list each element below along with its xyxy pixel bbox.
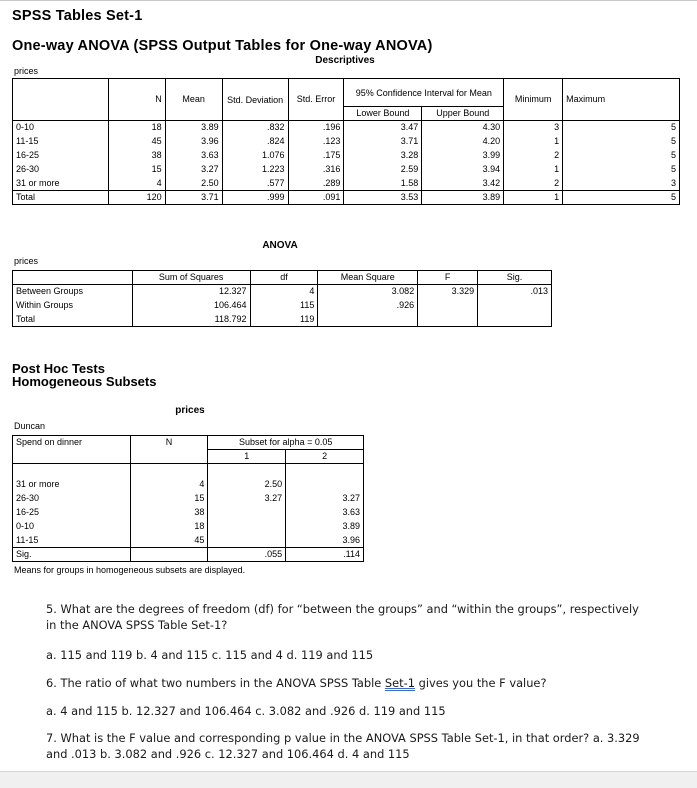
post-hoc-cell-group: 16-25 bbox=[13, 506, 131, 520]
anova-caption: ANOVA bbox=[262, 240, 298, 251]
descriptives-cell-sd: 1.223 bbox=[222, 163, 288, 177]
post-hoc-cell-s2: 3.63 bbox=[286, 506, 364, 520]
descriptives-row bbox=[13, 191, 680, 205]
anova-header-f: F bbox=[418, 271, 478, 285]
descriptives-row bbox=[13, 149, 680, 163]
anova-var-label: prices bbox=[14, 256, 39, 266]
anova-cell-source: Between Groups bbox=[13, 285, 133, 299]
descriptives-row bbox=[13, 163, 680, 177]
descriptives-cell-sd: .824 bbox=[222, 135, 288, 149]
col-header-max: Maximum bbox=[563, 79, 680, 121]
anova-header-ss: Sum of Squares bbox=[132, 271, 250, 285]
page-title: SPSS Tables Set-1 bbox=[12, 8, 143, 24]
anova-cell-ms: 3.082 bbox=[318, 285, 418, 299]
descriptives-cell-min: 1 bbox=[504, 163, 563, 177]
descriptives-cell-min: 3 bbox=[504, 121, 563, 135]
question-6 bbox=[46, 675, 646, 691]
ph-sig-s1: .055 bbox=[208, 548, 286, 562]
post-hoc-cell-s1 bbox=[208, 506, 286, 520]
post-hoc-cell-s1: 2.50 bbox=[208, 478, 286, 492]
post-hoc-cell-n: 15 bbox=[130, 492, 208, 506]
descriptives-cell-lower: 1.58 bbox=[344, 177, 422, 191]
ph-sig-s2: .114 bbox=[286, 548, 364, 562]
anova-cell-ms: .926 bbox=[318, 299, 418, 313]
col-header-min: Minimum bbox=[504, 79, 563, 121]
descriptives-cell-n: 45 bbox=[108, 135, 165, 149]
col-header-std-dev: Std. Deviation bbox=[222, 79, 288, 121]
descriptives-cell-group: 26-30 bbox=[13, 163, 109, 177]
descriptives-row bbox=[13, 135, 680, 149]
post-hoc-cell-n: 4 bbox=[130, 478, 208, 492]
descriptives-cell-max: 5 bbox=[563, 149, 680, 163]
post-hoc-cell-s2: 3.96 bbox=[286, 534, 364, 548]
question-6-text-b: gives you the F value? bbox=[414, 676, 547, 690]
question-6-options: a. 4 and 115 b. 12.327 and 106.464 c. 3.082 and .926 d. 119 and 115 bbox=[46, 704, 446, 718]
descriptives-cell-se: .289 bbox=[288, 177, 344, 191]
question-6-text-a: 6. The ratio of what two numbers in the ANOVA SPSS Table bbox=[46, 676, 385, 690]
anova-cell-df: 115 bbox=[250, 299, 318, 313]
post-hoc-cell-n: 18 bbox=[130, 520, 208, 534]
anova-cell-f bbox=[418, 299, 478, 313]
anova-table bbox=[12, 270, 552, 327]
descriptives-cell-group: 11-15 bbox=[13, 135, 109, 149]
descriptives-row bbox=[13, 177, 680, 191]
post-hoc-cell-s2: 3.89 bbox=[286, 520, 364, 534]
homogeneous-subsets-heading: Homogeneous Subsets bbox=[12, 374, 157, 389]
descriptives-cell-lower: 3.28 bbox=[344, 149, 422, 163]
descriptives-row bbox=[13, 121, 680, 135]
descriptives-cell-upper: 3.94 bbox=[422, 163, 504, 177]
descriptives-cell-mean: 3.96 bbox=[165, 135, 222, 149]
descriptives-cell-min: 2 bbox=[504, 177, 563, 191]
descriptives-cell-upper: 3.42 bbox=[422, 177, 504, 191]
post-hoc-row bbox=[13, 506, 364, 520]
descriptives-table bbox=[12, 78, 680, 205]
post-hoc-cell-group: 26-30 bbox=[13, 492, 131, 506]
col-header-std-err: Std. Error bbox=[288, 79, 344, 121]
anova-cell-source: Within Groups bbox=[13, 299, 133, 313]
post-hoc-row bbox=[13, 534, 364, 548]
anova-cell-df: 4 bbox=[250, 285, 318, 299]
descriptives-cell-max: 3 bbox=[563, 177, 680, 191]
anova-cell-source: Total bbox=[13, 313, 133, 327]
anova-cell-sig: .013 bbox=[478, 285, 552, 299]
col-header-n: N bbox=[108, 79, 165, 121]
descriptives-cell-sd: .577 bbox=[222, 177, 288, 191]
anova-cell-ss: 12.327 bbox=[132, 285, 250, 299]
anova-cell-ms bbox=[318, 313, 418, 327]
post-hoc-cell-group: 11-15 bbox=[13, 534, 131, 548]
descriptives-cell-lower: 3.47 bbox=[344, 121, 422, 135]
descriptives-cell-max: 5 bbox=[563, 191, 680, 205]
anova-header-sig: Sig. bbox=[478, 271, 552, 285]
ph-header-factor: Spend on dinner bbox=[13, 436, 131, 464]
descriptives-cell-group: Total bbox=[13, 191, 109, 205]
descriptives-cell-se: .196 bbox=[288, 121, 344, 135]
homogeneous-subsets-table bbox=[12, 435, 364, 562]
post-hoc-cell-s1: 3.27 bbox=[208, 492, 286, 506]
descriptives-cell-lower: 3.71 bbox=[344, 135, 422, 149]
page-subtitle: One-way ANOVA (SPSS Output Tables for One-way ANOVA) bbox=[12, 38, 433, 54]
descriptives-var-label: prices bbox=[14, 66, 39, 76]
post-hoc-heading: Post Hoc Tests bbox=[12, 361, 105, 376]
descriptives-cell-sd: 1.076 bbox=[222, 149, 288, 163]
descriptives-cell-max: 5 bbox=[563, 135, 680, 149]
descriptives-cell-upper: 4.30 bbox=[422, 121, 504, 135]
post-hoc-cell-n: 45 bbox=[130, 534, 208, 548]
anova-row bbox=[13, 299, 552, 313]
bottom-bar bbox=[0, 771, 697, 788]
descriptives-cell-mean: 3.63 bbox=[165, 149, 222, 163]
anova-cell-ss: 106.464 bbox=[132, 299, 250, 313]
descriptives-cell-n: 18 bbox=[108, 121, 165, 135]
descriptives-cell-n: 4 bbox=[108, 177, 165, 191]
post-hoc-cell-s1 bbox=[208, 520, 286, 534]
descriptives-cell-n: 38 bbox=[108, 149, 165, 163]
descriptives-cell-group: 31 or more bbox=[13, 177, 109, 191]
col-header-lower: Lower Bound bbox=[344, 107, 422, 121]
post-hoc-method: Duncan bbox=[14, 421, 46, 431]
anova-row bbox=[13, 313, 552, 327]
anova-cell-f: 3.329 bbox=[418, 285, 478, 299]
question-5: 5. What are the degrees of freedom (df) for “between the groups” and “within the groups”, respectively in the ANOVA SPSS Table Set-1? bbox=[46, 602, 639, 632]
col-header-ci: 95% Confidence Interval for Mean bbox=[344, 79, 504, 107]
descriptives-cell-min: 1 bbox=[504, 135, 563, 149]
descriptives-cell-mean: 3.89 bbox=[165, 121, 222, 135]
top-border bbox=[0, 0, 697, 1]
descriptives-cell-group: 0-10 bbox=[13, 121, 109, 135]
post-hoc-cell-group: 31 or more bbox=[13, 478, 131, 492]
descriptives-caption: Descriptives bbox=[315, 55, 375, 66]
post-hoc-row bbox=[13, 492, 364, 506]
post-hoc-cell-n: 38 bbox=[130, 506, 208, 520]
post-hoc-caption: prices bbox=[175, 405, 205, 416]
anova-header-df: df bbox=[250, 271, 318, 285]
descriptives-cell-min: 2 bbox=[504, 149, 563, 163]
descriptives-cell-n: 120 bbox=[108, 191, 165, 205]
descriptives-cell-lower: 3.53 bbox=[344, 191, 422, 205]
descriptives-cell-lower: 2.59 bbox=[344, 163, 422, 177]
post-hoc-cell-group: 0-10 bbox=[13, 520, 131, 534]
descriptives-cell-sd: .999 bbox=[222, 191, 288, 205]
descriptives-cell-min: 1 bbox=[504, 191, 563, 205]
col-header-upper: Upper Bound bbox=[422, 107, 504, 121]
descriptives-cell-upper: 3.99 bbox=[422, 149, 504, 163]
question-7: 7. What is the F value and corresponding p value in the ANOVA SPSS Table Set-1, in that order? a. 3.329 and .013 b. 3.082 and .926 c. 12.327 and 106.464 d. 4 and 115 bbox=[46, 731, 640, 761]
post-hoc-row bbox=[13, 520, 364, 534]
descriptives-cell-max: 5 bbox=[563, 121, 680, 135]
col-header-mean: Mean bbox=[165, 79, 222, 121]
descriptives-cell-se: .091 bbox=[288, 191, 344, 205]
anova-header-ms: Mean Square bbox=[318, 271, 418, 285]
descriptives-cell-upper: 4.20 bbox=[422, 135, 504, 149]
descriptives-cell-se: .316 bbox=[288, 163, 344, 177]
post-hoc-note: Means for groups in homogeneous subsets are displayed. bbox=[14, 565, 246, 575]
ph-header-s1: 1 bbox=[208, 450, 286, 464]
descriptives-cell-se: .175 bbox=[288, 149, 344, 163]
descriptives-cell-upper: 3.89 bbox=[422, 191, 504, 205]
anova-cell-df: 119 bbox=[250, 313, 318, 327]
post-hoc-cell-s2: 3.27 bbox=[286, 492, 364, 506]
descriptives-cell-mean: 2.50 bbox=[165, 177, 222, 191]
anova-row bbox=[13, 285, 552, 299]
ph-header-n: N bbox=[130, 436, 208, 464]
ph-header-subset: Subset for alpha = 0.05 bbox=[208, 436, 364, 450]
anova-cell-f bbox=[418, 313, 478, 327]
post-hoc-row bbox=[13, 478, 364, 492]
question-6-link: Set-1 bbox=[384, 676, 415, 690]
anova-cell-sig bbox=[478, 299, 552, 313]
anova-cell-sig bbox=[478, 313, 552, 327]
descriptives-cell-n: 15 bbox=[108, 163, 165, 177]
ph-header-s2: 2 bbox=[286, 450, 364, 464]
post-hoc-cell-s1 bbox=[208, 534, 286, 548]
descriptives-cell-group: 16-25 bbox=[13, 149, 109, 163]
post-hoc-cell-s2 bbox=[286, 478, 364, 492]
question-5-options: a. 115 and 119 b. 4 and 115 c. 115 and 4 d. 119 and 115 bbox=[46, 648, 374, 662]
descriptives-cell-se: .123 bbox=[288, 135, 344, 149]
descriptives-cell-mean: 3.71 bbox=[165, 191, 222, 205]
descriptives-cell-mean: 3.27 bbox=[165, 163, 222, 177]
ph-sig-label: Sig. bbox=[13, 548, 131, 562]
descriptives-cell-max: 5 bbox=[563, 163, 680, 177]
descriptives-cell-sd: .832 bbox=[222, 121, 288, 135]
anova-cell-ss: 118.792 bbox=[132, 313, 250, 327]
